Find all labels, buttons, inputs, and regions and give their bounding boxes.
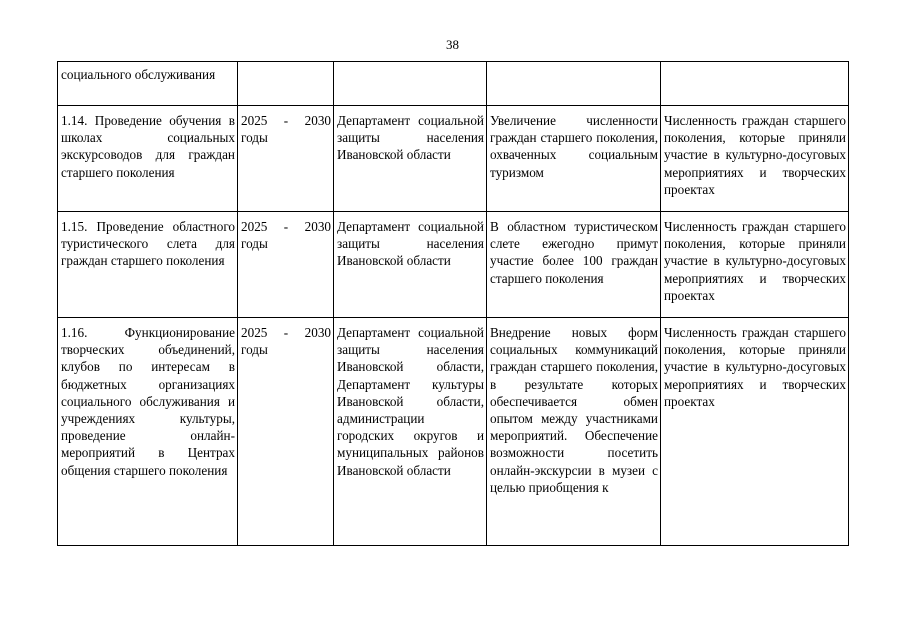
table-row xyxy=(58,62,849,106)
years-cell xyxy=(238,62,334,106)
measures-table xyxy=(57,61,849,546)
years-start: 2025 xyxy=(241,325,268,340)
years-separator: - xyxy=(283,113,289,128)
years-separator: - xyxy=(283,325,289,340)
years-cell xyxy=(238,212,334,318)
result-cell xyxy=(487,62,661,106)
table-row xyxy=(58,212,849,318)
table-row xyxy=(58,106,849,212)
executor-cell: Департамент социальной защиты населения Ивановской области xyxy=(334,212,487,318)
measure-cell: 1.14. Проведение обучения в школах социальных экскурсоводов для граждан старшего поколения xyxy=(58,106,238,212)
years-start: 2025 xyxy=(241,219,268,234)
indicator-cell: Численность граждан старшего поколения, которые приняли участие в культурно-досуговых мероприятиях и творческих проектах xyxy=(661,318,849,546)
page-number: 38 xyxy=(446,37,459,52)
measure-cell: 1.16. Функционирование творческих объединений, клубов по интересам в бюджетных организациях социального обслуживания и учреждениях культуры, проведение онлайн-мероприятий в Центрах общения старшего поколения xyxy=(58,318,238,546)
executor-cell: Департамент социальной защиты населения Ивановской области, Департамент культуры Ивановской области, администрации городских округов и муниципальных районов Ивановской области xyxy=(334,318,487,546)
indicator-cell: Численность граждан старшего поколения, которые приняли участие в культурно-досуговых мероприятиях и творческих проектах xyxy=(661,212,849,318)
indicator-cell xyxy=(661,62,849,106)
executor-cell: Департамент социальной защиты населения Ивановской области xyxy=(334,106,487,212)
years-unit: годы xyxy=(241,342,268,358)
years-end: 2030 xyxy=(304,325,331,340)
indicator-cell: Численность граждан старшего поколения, которые приняли участие в культурно-досуговых мероприятиях и творческих проектах xyxy=(661,106,849,212)
result-cell: Внедрение новых форм социальных коммуникаций граждан старшего поколения, в результате которых обеспечивается обмен опытом между участниками мероприятий. Обеспечение возможности посетить онлайн-экскурсии в музеи с целью приобщения к xyxy=(487,318,661,546)
years-end: 2030 xyxy=(304,113,331,128)
table-row xyxy=(58,318,849,546)
result-cell: В областном туристическом слете ежегодно примут участие более 100 граждан старшего поколения xyxy=(487,212,661,318)
measure-cell: социального обслуживания xyxy=(58,62,238,106)
years-cell xyxy=(238,106,334,212)
years-separator: - xyxy=(283,219,289,234)
years-unit: годы xyxy=(241,236,268,252)
measure-cell: 1.15. Проведение областного туристического слета для граждан старшего поколения xyxy=(58,212,238,318)
result-cell: Увеличение численности граждан старшего поколения, охваченных социальным туризмом xyxy=(487,106,661,212)
years-unit: годы xyxy=(241,130,268,146)
years-start: 2025 xyxy=(241,113,268,128)
years-end: 2030 xyxy=(304,219,331,234)
years-cell xyxy=(238,318,334,546)
executor-cell xyxy=(334,62,487,106)
